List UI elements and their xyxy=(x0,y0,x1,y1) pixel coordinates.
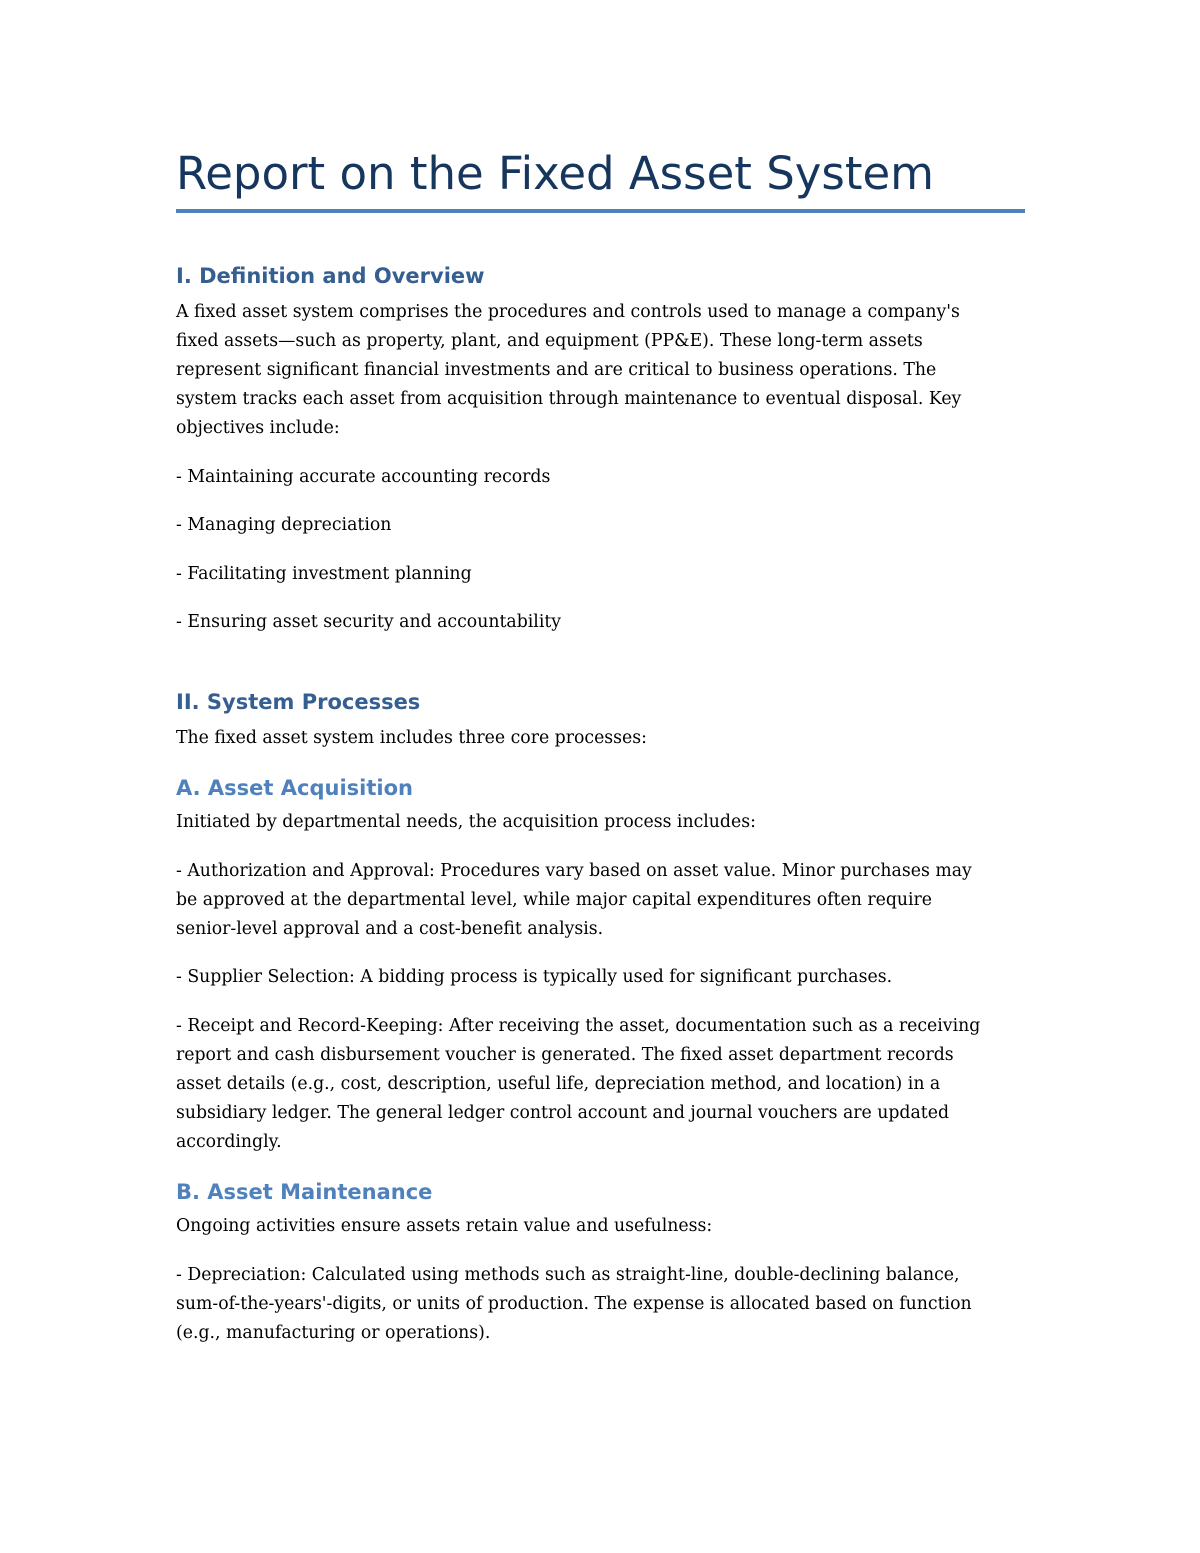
objective-item: - Maintaining accurate accounting records xyxy=(176,467,551,487)
acquisition-authorization-item xyxy=(176,857,1036,944)
subsection-b-heading: B. Asset Maintenance xyxy=(176,1180,433,1204)
acquisition-receipt-item xyxy=(176,1012,1036,1157)
paragraph-line: - Depreciation: Calculated using methods such as straight-line, double-declining balance, xyxy=(176,1265,960,1285)
objective-item: - Managing depreciation xyxy=(176,515,392,535)
objective-item: - Ensuring asset security and accountability xyxy=(176,612,562,632)
paragraph-line: sum-of-the-years'-digits, or units of production. The expense is allocated based on function xyxy=(176,1294,972,1314)
paragraph-line: - Receipt and Record-Keeping: After receiving the asset, documentation such as a receiving xyxy=(176,1016,981,1036)
section-1-heading: I. Definition and Overview xyxy=(176,264,485,288)
objective-item: - Facilitating investment planning xyxy=(176,564,472,584)
paragraph-line: (e.g., manufacturing or operations). xyxy=(176,1323,491,1343)
paragraph-line: subsidiary ledger. The general ledger control account and journal vouchers are updated xyxy=(176,1103,950,1123)
paragraph-line: fixed assets—such as property, plant, and equipment (PP&E). These long-term assets xyxy=(176,331,923,351)
section-2-intro: The fixed asset system includes three core processes: xyxy=(176,728,647,748)
paragraph-line: represent significant financial investments and are critical to business operations. The xyxy=(176,360,937,380)
paragraph-line: report and cash disbursement voucher is generated. The fixed asset department records xyxy=(176,1045,954,1065)
paragraph-line: accordingly. xyxy=(176,1132,282,1152)
paragraph-line: asset details (e.g., cost, description, useful life, depreciation method, and location) in a xyxy=(176,1074,941,1094)
title-underline xyxy=(176,209,1025,213)
paragraph-line: objectives include: xyxy=(176,418,340,438)
subsection-a-heading: A. Asset Acquisition xyxy=(176,776,413,800)
section-2-heading: II. System Processes xyxy=(176,690,421,714)
paragraph-line: system tracks each asset from acquisition through maintenance to eventual disposal. Key xyxy=(176,389,962,409)
paragraph-line: - Authorization and Approval: Procedures vary based on asset value. Minor purchases may xyxy=(176,861,972,881)
page-title: Report on the Fixed Asset System xyxy=(176,147,935,200)
subsection-b-intro: Ongoing activities ensure assets retain value and usefulness: xyxy=(176,1216,713,1236)
paragraph-line: A fixed asset system comprises the procedures and controls used to manage a company's xyxy=(176,302,960,322)
acquisition-supplier-item: - Supplier Selection: A bidding process is typically used for significant purchases. xyxy=(176,967,893,987)
maintenance-depreciation-item xyxy=(176,1261,1036,1348)
subsection-a-intro: Initiated by departmental needs, the acquisition process includes: xyxy=(176,812,756,832)
paragraph-line: be approved at the departmental level, while major capital expenditures often require xyxy=(176,890,933,910)
paragraph-line: senior-level approval and a cost-benefit analysis. xyxy=(176,919,604,939)
section-1-intro-paragraph xyxy=(176,298,1036,443)
